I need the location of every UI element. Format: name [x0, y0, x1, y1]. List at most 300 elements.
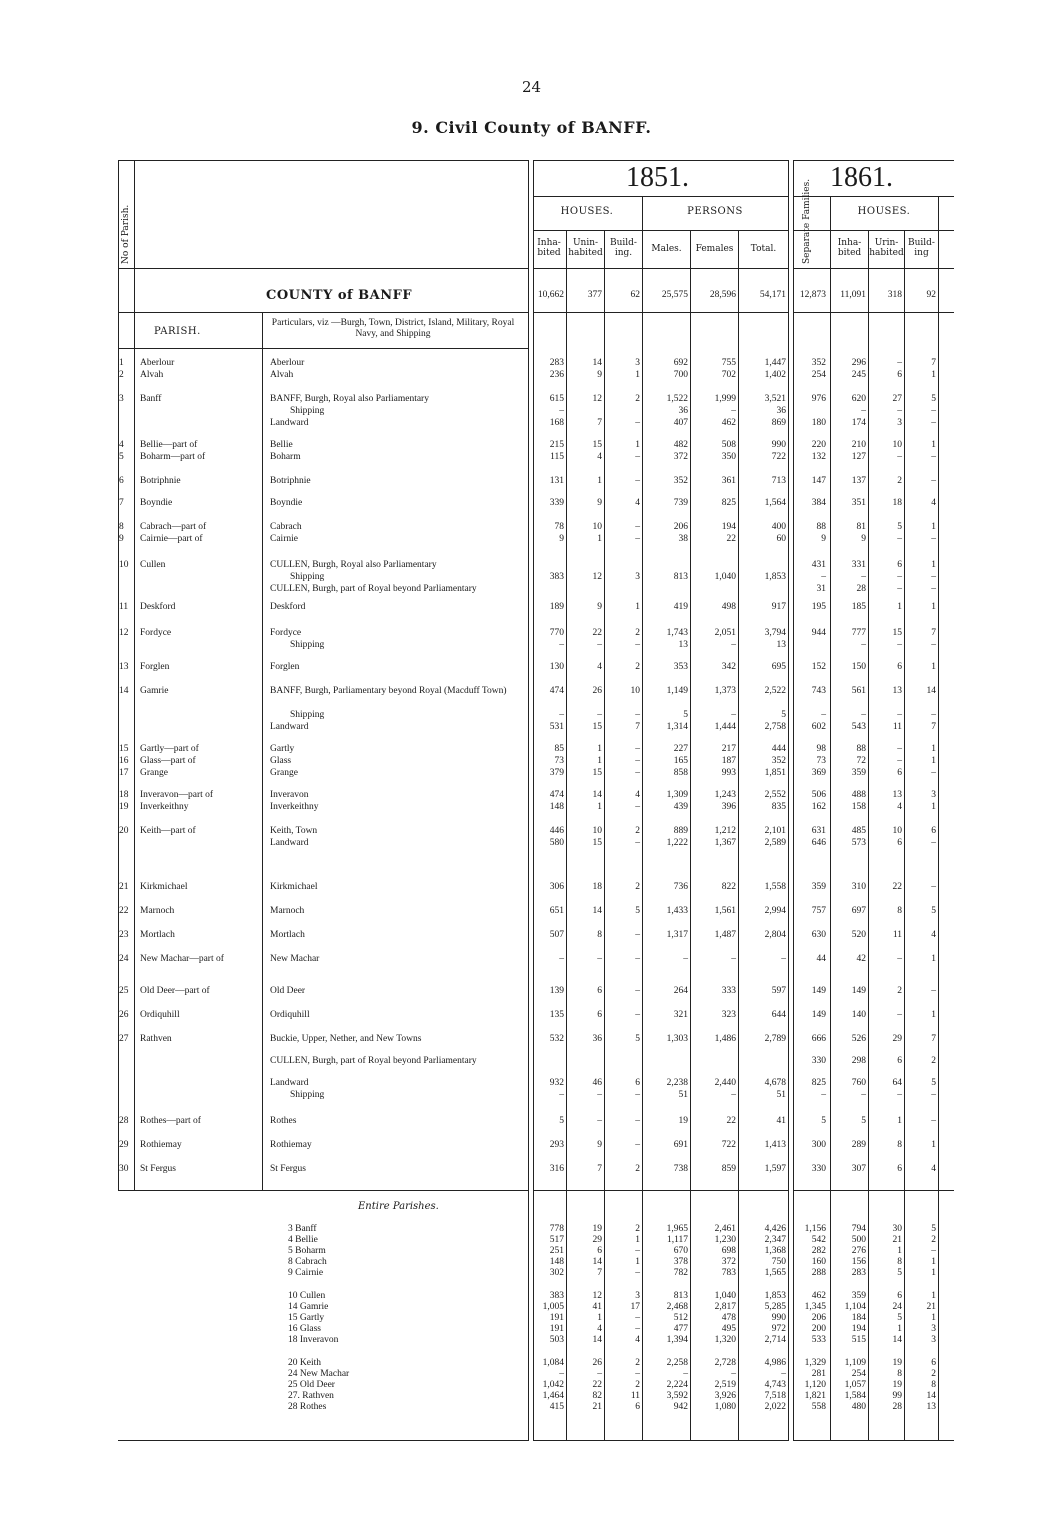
entire-cell: 2: [931, 1369, 936, 1379]
table-cell: –: [897, 358, 902, 368]
parish-name: Rathven: [140, 1034, 172, 1044]
entire-cell: –: [635, 1369, 640, 1379]
table-cell: 342: [721, 662, 736, 672]
table-cell: 300: [811, 1140, 826, 1150]
table-cell: –: [635, 710, 640, 720]
entire-cell: 8: [931, 1380, 936, 1390]
entire-cell: 2,258: [666, 1358, 688, 1368]
particulars-label: Botriphnie: [270, 476, 311, 486]
table-cell: 4: [897, 802, 902, 812]
col-line-uninhabited-1861: [868, 230, 869, 1441]
table-cell: 73: [816, 756, 826, 766]
table-cell: 384: [811, 498, 826, 508]
table-cell: 869: [771, 418, 786, 428]
table-cell: –: [597, 1116, 602, 1126]
particulars-label: Alvah: [270, 370, 294, 380]
parish-name: Gamrie: [140, 686, 169, 696]
particulars-label: New Machar: [270, 954, 320, 964]
table-cell: 350: [721, 452, 736, 462]
table-cell: –: [931, 534, 936, 544]
table-cell: 7: [931, 628, 936, 638]
col-line-1861: [788, 160, 794, 1441]
particulars-label: Keith, Town: [270, 826, 318, 836]
table-cell: 5: [559, 1116, 564, 1126]
entire-cell: –: [931, 1246, 936, 1256]
entire-cell: 1: [897, 1246, 902, 1256]
table-cell: 531: [549, 722, 564, 732]
table-cell: 722: [771, 452, 786, 462]
table-cell: 51: [678, 1090, 688, 1100]
table-cell: 372: [673, 452, 688, 462]
table-cell: 13: [776, 640, 786, 650]
parish-name: Glass—part of: [140, 756, 196, 766]
entire-cell: 1: [931, 1313, 936, 1323]
parish-name: Botriphnie: [140, 476, 181, 486]
particulars-label: Grange: [270, 768, 298, 778]
entire-cell: 2,714: [764, 1335, 786, 1345]
entire-cell: 1,156: [804, 1224, 826, 1234]
particulars-label: Boharm: [270, 452, 301, 462]
entire-parish-label: 4 Bellie: [288, 1235, 318, 1245]
col-line-1851: [528, 160, 534, 1441]
table-cell: –: [597, 710, 602, 720]
table-cell: –: [559, 406, 564, 416]
entire-cell: 2: [931, 1235, 936, 1245]
entire-parish-label: 14 Gamrie: [288, 1302, 329, 1312]
table-cell: 889: [673, 826, 688, 836]
table-cell: 2,552: [764, 790, 786, 800]
table-cell: 1,999: [714, 394, 736, 404]
entire-cell: 2,468: [666, 1302, 688, 1312]
table-cell: 1,851: [764, 768, 786, 778]
table-cell: 2: [635, 628, 640, 638]
uninhabited-1861-header: Urin-habited: [869, 238, 904, 258]
table-cell: 976: [811, 394, 826, 404]
entire-cell: 82: [592, 1391, 602, 1401]
table-cell: 1: [931, 560, 936, 570]
particulars-label: Shipping: [290, 710, 325, 720]
particulars-label: Landward: [270, 1078, 309, 1088]
table-cell: 98: [816, 744, 826, 754]
table-cell: 148: [549, 802, 564, 812]
table-cell: 3,521: [764, 394, 786, 404]
entire-cell: 19: [892, 1380, 902, 1390]
table-cell: –: [821, 710, 826, 720]
table-cell: –: [861, 1090, 866, 1100]
table-cell: 498: [721, 602, 736, 612]
entire-cell: 206: [811, 1313, 826, 1323]
entire-cell: 3: [931, 1335, 936, 1345]
table-cell: 760: [851, 1078, 866, 1088]
table-cell: 13: [892, 686, 902, 696]
table-cell: 137: [851, 476, 866, 486]
table-cell: –: [635, 522, 640, 532]
entire-cell: 24: [892, 1302, 902, 1312]
table-cell: 352: [673, 476, 688, 486]
page-title: 9. Civil County of BANFF.: [411, 118, 652, 137]
table-cell: –: [931, 768, 936, 778]
table-cell: 6: [897, 1056, 902, 1066]
entire-cell: 477: [673, 1324, 688, 1334]
table-cell: 1: [931, 1010, 936, 1020]
table-cell: 352: [771, 756, 786, 766]
table-cell: 1,373: [714, 686, 736, 696]
entire-cell: 515: [851, 1335, 866, 1345]
particulars-label: Cairnie: [270, 534, 298, 544]
table-cell: –: [931, 476, 936, 486]
table-cell: 31: [816, 584, 826, 594]
table-cell: 2,789: [764, 1034, 786, 1044]
entire-cell: 1,464: [542, 1391, 564, 1401]
table-cell: 236: [549, 370, 564, 380]
entire-cell: 288: [811, 1268, 826, 1278]
table-cell: 4: [931, 930, 936, 940]
parish-number: 23: [119, 930, 129, 940]
table-cell: 254: [811, 370, 826, 380]
table-cell: –: [597, 640, 602, 650]
table-cell: –: [635, 768, 640, 778]
table-cell: 813: [673, 572, 688, 582]
entire-cell: 558: [811, 1402, 826, 1412]
entire-cell: 670: [673, 1246, 688, 1256]
table-cell: 15: [892, 628, 902, 638]
col-line-building-1861: [904, 230, 905, 1441]
table-cell: –: [635, 756, 640, 766]
entire-cell: 282: [811, 1246, 826, 1256]
table-cell: 757: [811, 906, 826, 916]
table-cell: –: [635, 476, 640, 486]
table-cell: 1,486: [714, 1034, 736, 1044]
parish-number: 5: [119, 452, 124, 462]
table-cell: 488: [851, 790, 866, 800]
table-cell: 36: [678, 406, 688, 416]
houses-1861-header: HOUSES.: [857, 206, 911, 217]
entire-cell: 17: [630, 1302, 640, 1312]
parish-name: Rothiemay: [140, 1140, 182, 1150]
table-cell: 651: [549, 906, 564, 916]
particulars-label: Shipping: [290, 1090, 325, 1100]
table-cell: 245: [851, 370, 866, 380]
table-cell: 331: [851, 560, 866, 570]
table-cell: 825: [811, 1078, 826, 1088]
table-cell: 168: [549, 418, 564, 428]
entire-cell: 1,853: [764, 1291, 786, 1301]
parish-number: 4: [119, 440, 124, 450]
entire-cell: 251: [549, 1246, 564, 1256]
table-cell: 1: [931, 602, 936, 612]
header-rule-bottom: [118, 268, 954, 269]
table-cell: 5: [635, 906, 640, 916]
table-cell: 692: [673, 358, 688, 368]
table-cell: 2: [931, 1056, 936, 1066]
table-cell: 7: [931, 722, 936, 732]
table-cell: 993: [721, 768, 736, 778]
table-cell: –: [931, 1090, 936, 1100]
parish-number: 12: [119, 628, 129, 638]
entire-cell: 1,042: [542, 1380, 564, 1390]
entire-cell: 8: [897, 1257, 902, 1267]
table-cell: 73: [554, 756, 564, 766]
table-cell: 1: [931, 370, 936, 380]
table-cell: –: [821, 572, 826, 582]
parish-number: 13: [119, 662, 129, 672]
table-cell: 333: [721, 986, 736, 996]
col-line-building: [604, 230, 605, 1441]
table-cell: –: [897, 640, 902, 650]
entire-cell: 7,518: [764, 1391, 786, 1401]
table-cell: –: [897, 572, 902, 582]
entire-cell: 99: [892, 1391, 902, 1401]
entire-cell: 1,040: [714, 1291, 736, 1301]
table-cell: 5: [897, 522, 902, 532]
table-cell: 2: [635, 826, 640, 836]
table-cell: 770: [549, 628, 564, 638]
table-cell: 526: [851, 1034, 866, 1044]
entire-cell: 11: [630, 1391, 640, 1401]
parish-number: 19: [119, 802, 129, 812]
table-cell: –: [635, 954, 640, 964]
parish-name: Cairnie—part of: [140, 534, 203, 544]
entire-cell: 3,592: [666, 1391, 688, 1401]
table-cell: 1: [931, 662, 936, 672]
table-cell: –: [635, 1090, 640, 1100]
table-cell: 474: [549, 686, 564, 696]
county-total-cell: 318: [887, 290, 902, 300]
entire-parish-label: 24 New Machar: [288, 1369, 350, 1379]
particulars-label: Forglen: [270, 662, 300, 672]
table-cell: 12: [592, 572, 602, 582]
table-cell: 5: [931, 1078, 936, 1088]
table-cell: 46: [592, 1078, 602, 1088]
table-cell: 2: [897, 986, 902, 996]
table-cell: 3,794: [764, 628, 786, 638]
particulars-label: CULLEN, Burgh, part of Royal beyond Parliamentary: [270, 1056, 477, 1066]
table-cell: 1,558: [764, 882, 786, 892]
table-cell: 5: [683, 710, 688, 720]
table-cell: 8: [597, 930, 602, 940]
table-cell: 2: [897, 476, 902, 486]
table-cell: 8: [897, 906, 902, 916]
entire-cell: 5: [897, 1268, 902, 1278]
table-cell: 11: [892, 930, 902, 940]
parish-name: Alvah: [140, 370, 164, 380]
table-cell: 139: [549, 986, 564, 996]
table-cell: –: [897, 1010, 902, 1020]
table-cell: –: [635, 930, 640, 940]
table-cell: –: [931, 418, 936, 428]
entire-cell: 750: [771, 1257, 786, 1267]
table-cell: 1,433: [666, 906, 688, 916]
particulars-label: Landward: [270, 418, 309, 428]
parish-number: 1: [119, 358, 124, 368]
entire-cell: 1,120: [804, 1380, 826, 1390]
entire-cell: 500: [851, 1235, 866, 1245]
table-cell: 1: [597, 756, 602, 766]
table-cell: 944: [811, 628, 826, 638]
table-cell: 369: [811, 768, 826, 778]
particulars-label: Bellie: [270, 440, 293, 450]
entire-parishes-header: Entire Parishes.: [358, 1201, 439, 1212]
entire-cell: 478: [721, 1313, 736, 1323]
table-cell: 1,040: [714, 572, 736, 582]
entire-cell: 22: [592, 1380, 602, 1390]
table-cell: 215: [549, 440, 564, 450]
entire-cell: 254: [851, 1369, 866, 1379]
table-cell: 72: [856, 756, 866, 766]
table-cell: 2,051: [714, 628, 736, 638]
table-cell: 321: [673, 1010, 688, 1020]
entire-parish-label: 8 Cabrach: [288, 1257, 327, 1267]
parish-number: 8: [119, 522, 124, 532]
entire-cell: 200: [811, 1324, 826, 1334]
table-cell: –: [821, 1090, 826, 1100]
particulars-label: St Fergus: [270, 1164, 306, 1174]
entire-parish-label: 27. Rathven: [288, 1391, 334, 1401]
particulars-label: Old Deer: [270, 986, 306, 996]
table-cell: 1,317: [666, 930, 688, 940]
entire-cell: 1,965: [666, 1224, 688, 1234]
table-cell: 115: [550, 452, 564, 462]
entire-cell: 191: [549, 1324, 564, 1334]
table-cell: –: [683, 954, 688, 964]
entire-cell: 1,117: [666, 1235, 688, 1245]
table-cell: 697: [851, 906, 866, 916]
table-cell: 14: [592, 790, 602, 800]
entire-cell: 533: [811, 1335, 826, 1345]
entire-cell: –: [635, 1313, 640, 1323]
entire-cell: 30: [892, 1224, 902, 1234]
table-cell: 165: [673, 756, 688, 766]
table-cell: 152: [811, 662, 826, 672]
parish-number: 24: [119, 954, 129, 964]
table-cell: –: [897, 744, 902, 754]
table-cell: 9: [821, 534, 826, 544]
particulars-label: Deskford: [270, 602, 306, 612]
parish-name: Deskford: [140, 602, 176, 612]
table-cell: 6: [897, 838, 902, 848]
table-cell: 42: [856, 954, 866, 964]
table-cell: 631: [811, 826, 826, 836]
entire-cell: 503: [549, 1335, 564, 1345]
entire-cell: 2,817: [714, 1302, 736, 1312]
table-cell: 352: [811, 358, 826, 368]
table-cell: –: [931, 986, 936, 996]
entire-parish-label: 20 Keith: [288, 1358, 321, 1368]
table-cell: –: [897, 534, 902, 544]
table-cell: –: [931, 406, 936, 416]
table-cell: –: [559, 954, 564, 964]
parish-name: Aberlour: [140, 358, 175, 368]
table-cell: 6: [897, 370, 902, 380]
parish-name: Boyndie: [140, 498, 173, 508]
entire-cell: 4: [635, 1335, 640, 1345]
table-cell: 5: [821, 1116, 826, 1126]
county-total-cell: 28,596: [709, 290, 736, 300]
entire-cell: 1,565: [764, 1268, 786, 1278]
table-cell: 81: [856, 522, 866, 532]
table-cell: 7: [635, 722, 640, 732]
table-cell: –: [897, 406, 902, 416]
table-cell: 400: [771, 522, 786, 532]
table-cell: 620: [851, 394, 866, 404]
entire-cell: 1,104: [844, 1302, 866, 1312]
table-cell: 1,444: [714, 722, 736, 732]
table-cell: 580: [549, 838, 564, 848]
table-cell: 1: [597, 744, 602, 754]
table-cell: 2,804: [764, 930, 786, 940]
parish-name: Bellie—part of: [140, 440, 198, 450]
entire-cell: 480: [851, 1402, 866, 1412]
entire-cell: 1: [635, 1257, 640, 1267]
col-line-persons: [642, 196, 643, 1441]
entire-cell: 7: [597, 1268, 602, 1278]
entire-cell: 29: [592, 1235, 602, 1245]
table-cell: –: [861, 710, 866, 720]
table-cell: –: [635, 1116, 640, 1126]
entire-cell: 1,057: [844, 1380, 866, 1390]
parish-number: 17: [119, 768, 129, 778]
table-cell: 695: [771, 662, 786, 672]
table-cell: –: [931, 452, 936, 462]
houses-header: HOUSES.: [560, 206, 614, 217]
table-cell: 22: [892, 882, 902, 892]
table-cell: 1: [931, 1140, 936, 1150]
table-cell: 1,413: [764, 1140, 786, 1150]
table-cell: 353: [673, 662, 688, 672]
entire-cell: 1,329: [804, 1358, 826, 1368]
table-cell: 359: [851, 768, 866, 778]
table-cell: 6: [897, 560, 902, 570]
table-cell: 822: [721, 882, 736, 892]
entire-cell: 4,743: [764, 1380, 786, 1390]
parish-name: Ordiquhill: [140, 1010, 180, 1020]
entire-cell: 6: [597, 1246, 602, 1256]
table-cell: 9: [559, 534, 564, 544]
table-cell: 9: [597, 1140, 602, 1150]
table-cell: 85: [554, 744, 564, 754]
table-cell: 264: [673, 986, 688, 996]
inhabited-header: Inha-bited: [537, 238, 561, 258]
table-cell: 14: [926, 686, 936, 696]
table-cell: –: [635, 744, 640, 754]
entire-cell: –: [683, 1369, 688, 1379]
parish-rule: [118, 348, 532, 349]
parish-name: Gartly—part of: [140, 744, 199, 754]
parish-number: 30: [119, 1164, 129, 1174]
table-cell: 13: [678, 640, 688, 650]
table-cell: 474: [549, 790, 564, 800]
entire-parish-label: 5 Boharm: [288, 1246, 326, 1256]
table-cell: 11: [892, 722, 902, 732]
parish-name: Cabrach—part of: [140, 522, 207, 532]
table-cell: 2,101: [764, 826, 786, 836]
table-cell: 1: [635, 602, 640, 612]
entire-cell: 378: [673, 1257, 688, 1267]
table-cell: 306: [549, 882, 564, 892]
parish-name: Marnoch: [140, 906, 175, 916]
table-cell: 10: [592, 522, 602, 532]
entire-cell: –: [597, 1369, 602, 1379]
table-cell: 10: [892, 826, 902, 836]
entire-cell: 1: [635, 1235, 640, 1245]
table-cell: 5: [861, 1116, 866, 1126]
table-cell: 189: [549, 602, 564, 612]
table-cell: 1,309: [666, 790, 688, 800]
table-cell: 446: [549, 826, 564, 836]
particulars-label: Cabrach: [270, 522, 302, 532]
col-line-inhabited-1861: [830, 196, 831, 1441]
parish-header: PARISH.: [154, 326, 201, 337]
